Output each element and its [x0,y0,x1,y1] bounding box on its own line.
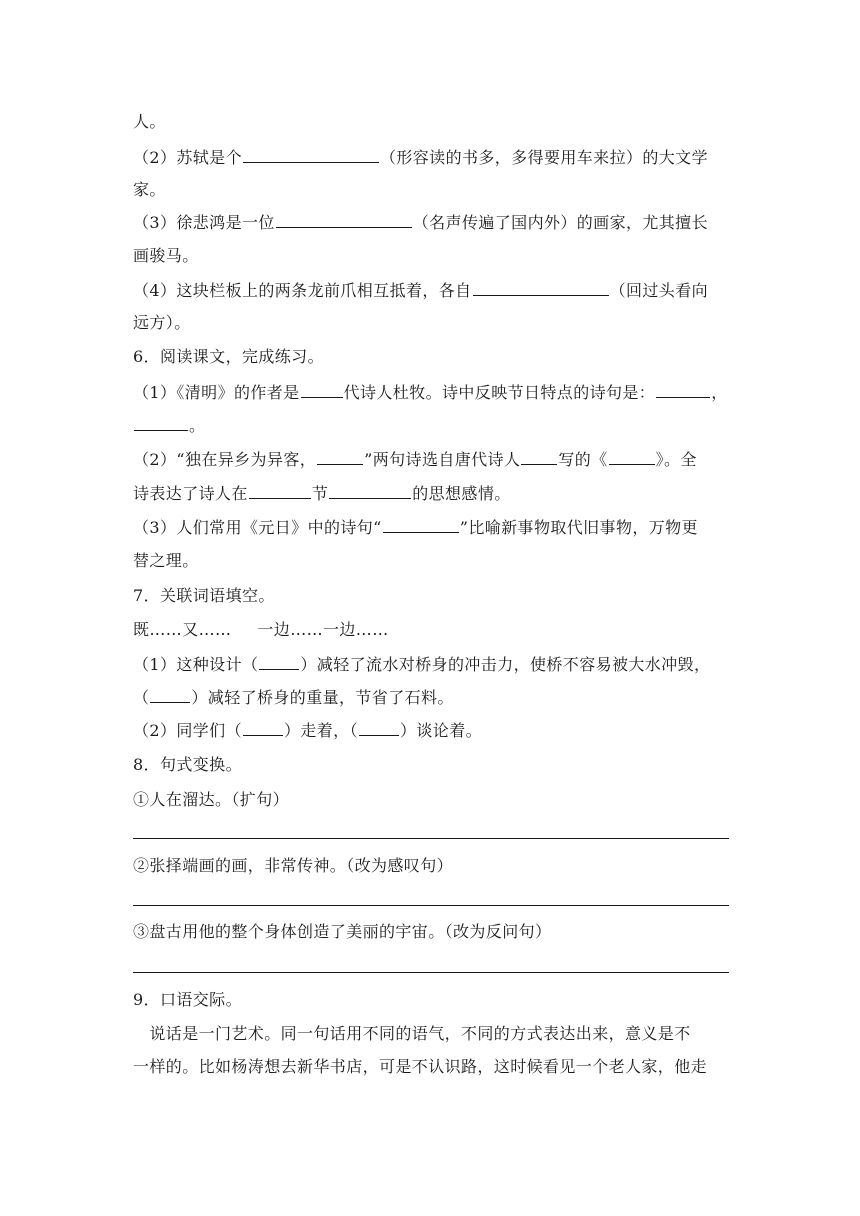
word-bank [133,620,733,640]
answer-blank[interactable] [134,416,188,431]
answer-blank[interactable] [359,721,399,736]
answer-blank[interactable] [259,655,299,670]
answer-blank[interactable] [150,688,190,703]
answer-blank[interactable] [301,383,343,398]
question-7-1: （1）这种设计（ ）减轻了流水对桥身的冲击力，使桥不容易被大水冲毁， [133,655,711,674]
answer-blank[interactable] [249,484,311,499]
question-7-2: （2）同学们（ ）走着，（ ）谈论着。 [133,721,483,740]
answer-blank[interactable] [243,148,379,163]
answer-blank[interactable] [317,450,363,465]
question-6-2-cont: 诗表达了诗人在 节 的思想感情。 [133,484,511,503]
text-line: 。 [133,416,733,436]
answer-line[interactable] [133,972,729,973]
text-line: 替之理。 [133,551,199,570]
question-6-1: （1）《清明》的作者是 代诗人杜牧。诗中反映节日特点的诗句是： ， [133,383,728,402]
answer-blank[interactable] [656,383,710,398]
question-8-1: ①人在溜达。（扩句） [133,790,290,809]
answer-blank[interactable] [329,484,411,499]
answer-blank[interactable] [521,450,557,465]
question-8-3: ③盘古用他的整个身体创造了美丽的宇宙。（改为反问句） [133,922,552,941]
text-line: 家。 [133,180,166,199]
question-7-1-cont: （ ）减轻了桥身的重量，节省了石料。 [133,688,454,707]
answer-blank[interactable] [609,450,655,465]
word-option: 既……又…… [133,620,232,639]
question-5-3: （3）徐悲鸿是一位 （名声传遍了国内外）的画家，尤其擅长 [133,213,708,232]
answer-line[interactable] [133,838,729,839]
paragraph-line: 说话是一门艺术。同一句话用不同的语气，不同的方式表达出来，意义是不 [133,1024,691,1043]
question-8-2: ②张择端画的画，非常传神。（改为感叹句） [133,856,454,875]
answer-blank[interactable] [473,281,609,296]
text-line: 人。 [133,112,166,131]
question-5-2: （2）苏轼是个 （形容读的书多，多得要用车来拉）的大文学 [133,148,708,167]
question-6-3: （3）人们常用《元日》中的诗句“ ”比喻新事物取代旧事物，万物更 [133,518,698,537]
answer-line[interactable] [133,905,729,906]
question-7-heading: 7．关联词语填空。 [133,586,275,605]
question-5-4: （4）这块栏板上的两条龙前爪相互抵着，各自 （回过头看向 [133,281,708,300]
answer-blank[interactable] [243,721,283,736]
answer-blank[interactable] [276,213,412,228]
text-line: 远方）。 [133,313,191,332]
question-6-heading: 6．阅读课文，完成练习。 [133,347,324,366]
paragraph-line: 一样的。比如杨涛想去新华书店，可是不认识路，这时候看见一个老人家，他走 [133,1057,708,1076]
question-9-heading: 9．口语交际。 [133,990,242,1009]
question-8-heading: 8．句式变换。 [133,755,242,774]
question-6-2: （2）“独在异乡为异客， ”两句诗选自唐代诗人 写的《 》。全 [133,450,697,469]
text-line: 画骏马。 [133,246,199,265]
answer-blank[interactable] [383,518,459,533]
word-option: 一边……一边…… [257,620,389,639]
